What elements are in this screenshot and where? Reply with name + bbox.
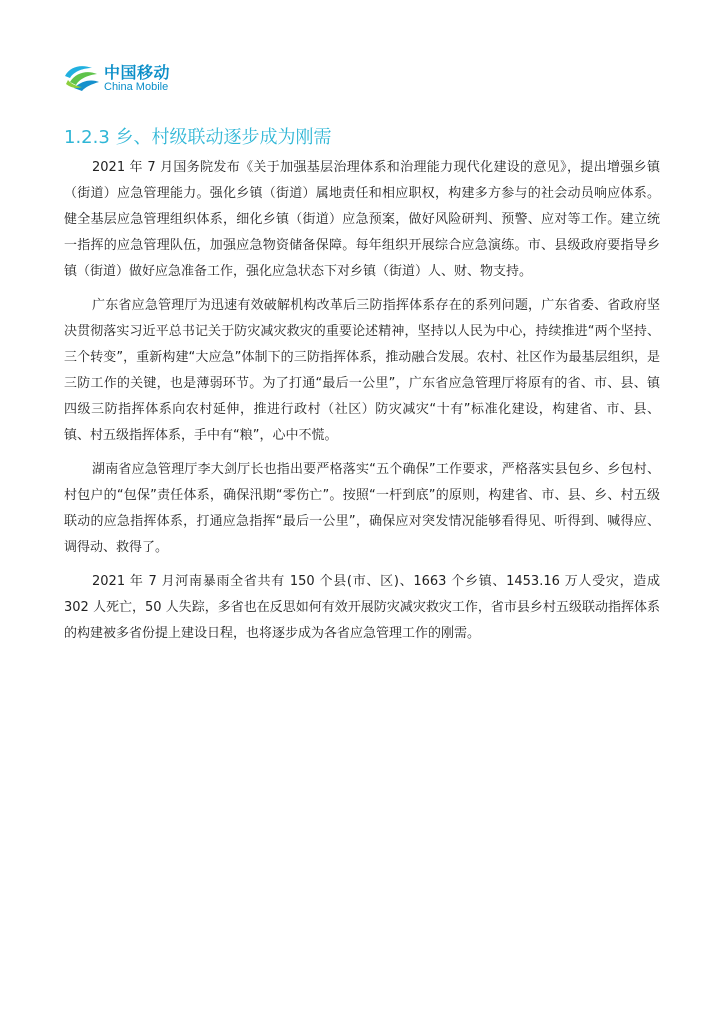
section-title: 1.2.3 乡、村级联动逐步成为刚需 [64,127,332,148]
paragraph-4: 2021 年 7 月河南暴雨全省共有 150 个县(市、区)、1663 个乡镇、1453.16 万人受灾，造成 302 人死亡，50 人失踪，多省也在反思如何有效开展防灾减灾救灾工作，省市县乡村五级联动指挥体系的构建被多省份提上建设日程，也将逐步成为各省应急管理工作的刚需。 [64,574,660,641]
brand-name-cn: 中国移动 [104,63,171,82]
paragraph-1: 2021 年 7 月国务院发布《关于加强基层治理体系和治理能力现代化建设的意见》，提出增强乡镇（街道）应急管理能力。强化乡镇（街道）属地责任和相应职权，构建多方参与的社会动员响应体系。健全基层应急管理组织体系，细化乡镇（街道）应急预案，做好风险研判、预警、应对等工作。建立统一指挥的应急管理队伍，加强应急物资储备保障。每年组织开展综合应急演练。市、县级政府要指导乡镇（街道）做好应急准备工作，强化应急状态下对乡镇（街道）人、财、物支持。 [64,160,660,279]
paragraph-2: 广东省应急管理厅为迅速有效破解机构改革后三防指挥体系存在的系列问题，广东省委、省政府坚决贯彻落实习近平总书记关于防灾减灾救灾的重要论述精神，坚持以人民为中心，持续推进“两个坚持、三个转变”，重新构建“大应急”体制下的三防指挥体系，推动融合发展。农村、社区作为最基层组织，是三防工作的关键，也是薄弱环节。为了打通“最后一公里”，广东省应急管理厅将原有的省、市、县、镇四级三防指挥体系向农村延伸，推进行政村（社区）防灾减灾“十有”标准化建设，构建省、市、县、镇、村五级指挥体系，手中有“粮”，心中不慌。 [64,298,660,443]
brand-logo [62,58,192,98]
brand-name-en: China Mobile [104,81,169,93]
paragraph-3: 湖南省应急管理厅李大剑厅长也指出要严格落实“五个确保”工作要求，严格落实县包乡、乡包村、村包户的“包保”责任体系，确保汛期“零伤亡”。按照“一杆到底”的原则，构建省、市、县、乡、村五级联动的应急指挥体系，打通应急指挥“最后一公里”，确保应对突发情况能够看得见、听得到、喊得应、调得动、救得了。 [64,462,660,555]
document-body [64,155,660,655]
china-mobile-logo-icon [62,60,100,92]
